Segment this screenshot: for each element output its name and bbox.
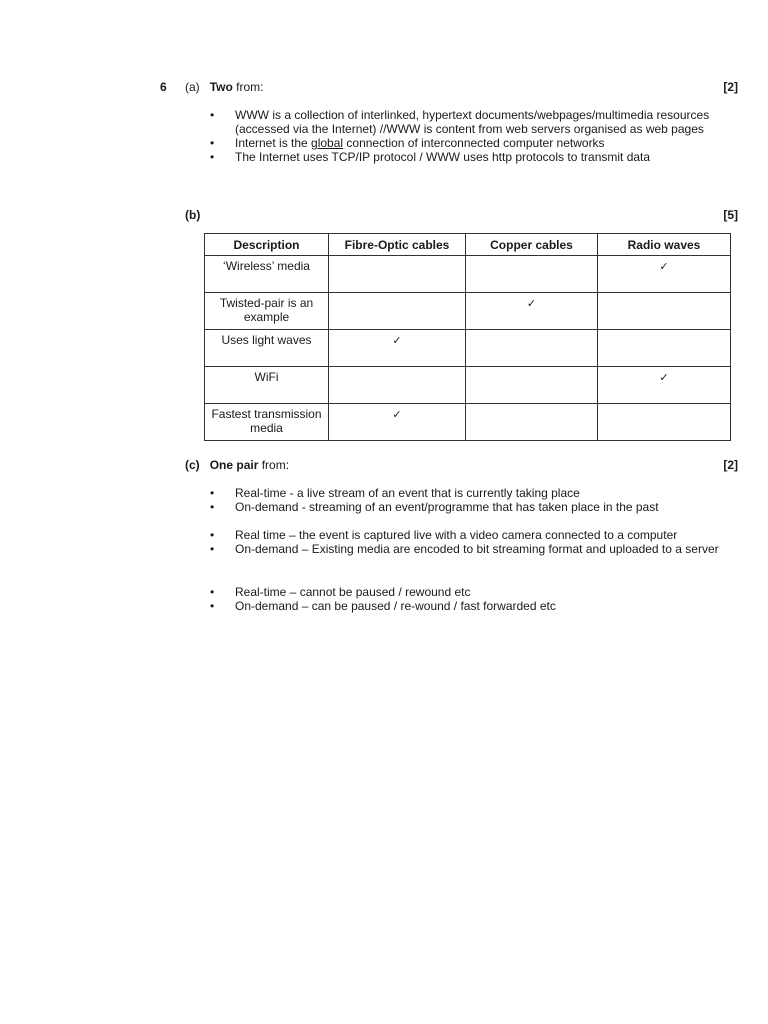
table-cell: [329, 293, 466, 330]
table-row: [205, 293, 731, 330]
part-b-marks: [5]: [723, 208, 738, 222]
table-cell: [598, 293, 731, 330]
table-cell: [466, 367, 598, 404]
header-copper: Copper cables: [466, 234, 598, 256]
row-description: WiFi: [205, 367, 329, 404]
tick-mark: ✓: [392, 333, 402, 347]
part-c-bullet: • On-demand – Existing media are encoded to bit streaming format and uploaded to a server: [210, 542, 730, 556]
part-c-bullet: • On-demand - streaming of an event/programme that has taken place in the past: [210, 500, 730, 514]
row-description: Twisted-pair is an example: [205, 293, 329, 330]
part-c-heading: [185, 458, 289, 472]
table-row: [205, 367, 731, 404]
part-a-bullet: • WWW is a collection of interlinked, hypertext documents/webpages/multimedia resources (accessed via the Internet) //WWW is content from web servers organised as web pages: [210, 108, 730, 136]
header-description: Description: [205, 234, 329, 256]
part-c-bullet: • On-demand – can be paused / re-wound / fast forwarded etc: [210, 599, 730, 613]
part-b-label: (b): [185, 208, 201, 222]
part-a-bullet-list: [210, 108, 730, 164]
answer-table: [204, 233, 731, 441]
part-a-intro-bold: Two: [209, 80, 233, 94]
table-header-row: [205, 234, 731, 256]
table-cell: [466, 404, 598, 441]
tick-mark: ✓: [659, 259, 669, 273]
part-c-marks: [2]: [723, 458, 738, 472]
table-cell: [329, 330, 466, 367]
question-number: 6: [160, 80, 167, 94]
table-cell: [598, 404, 731, 441]
table-cell: [466, 293, 598, 330]
part-c-label: (c): [185, 458, 200, 472]
table-cell: [329, 256, 466, 293]
table-cell: [598, 367, 731, 404]
part-c-bullet: • Real-time – cannot be paused / rewound etc: [210, 585, 730, 599]
part-c-pair-1: [210, 486, 730, 514]
table-cell: [598, 256, 731, 293]
tick-mark: ✓: [526, 296, 537, 310]
part-c-pair-3: [210, 585, 730, 613]
part-a-heading: [185, 80, 263, 94]
part-a-marks: [2]: [723, 80, 738, 94]
tick-mark: ✓: [659, 370, 669, 384]
row-description: Fastest transmission media: [205, 404, 329, 441]
part-a-bullet: [210, 136, 730, 150]
table-cell: [466, 330, 598, 367]
table-cell: [329, 404, 466, 441]
row-description: ‘Wireless’ media: [205, 256, 329, 293]
table-row: [205, 330, 731, 367]
underlined-word: global: [311, 136, 344, 150]
part-a-bullet: • The Internet uses TCP/IP protocol / WWW uses http protocols to transmit data: [210, 150, 730, 164]
part-a-intro-rest: from:: [232, 80, 264, 94]
bullet-text: connection of interconnected computer networks: [343, 136, 605, 150]
part-c-bullet: • Real time – the event is captured live with a video camera connected to a computer: [210, 528, 730, 542]
part-c-pair-2: [210, 528, 730, 556]
part-c-intro-bold: One pair: [209, 458, 259, 472]
header-fibre-optic: Fibre-Optic cables: [329, 234, 466, 256]
table-cell: [329, 367, 466, 404]
part-c-bullet: • Real-time - a live stream of an event that is currently taking place: [210, 486, 730, 500]
table-row: [205, 404, 731, 441]
tick-mark: ✓: [392, 407, 402, 421]
part-a-label: (a): [185, 80, 200, 94]
table-row: [205, 256, 731, 293]
table-cell: [598, 330, 731, 367]
part-c-intro-rest: from:: [258, 458, 290, 472]
row-description: Uses light waves: [205, 330, 329, 367]
table-cell: [466, 256, 598, 293]
header-radio: Radio waves: [598, 234, 731, 256]
bullet-text: Internet is the: [235, 136, 312, 150]
